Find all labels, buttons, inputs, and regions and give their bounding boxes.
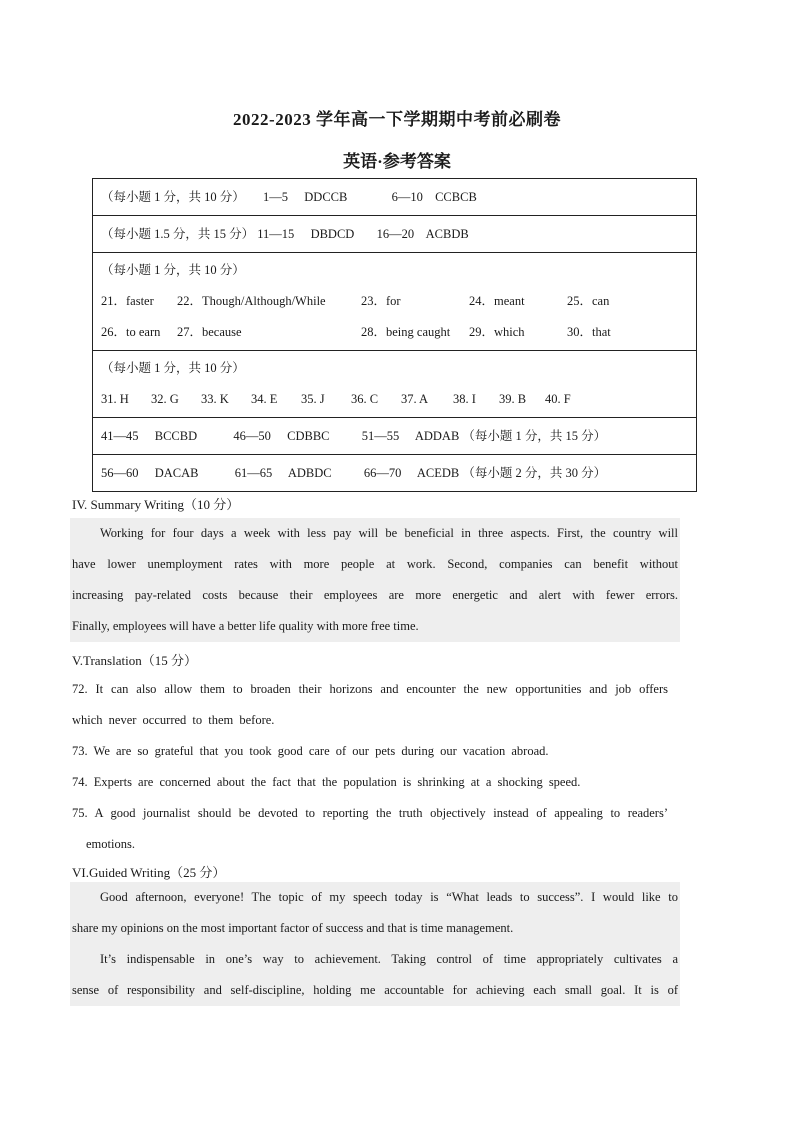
score-note: （每小题 1.5 分，共 15 分） — [101, 227, 255, 241]
fill-answer: 21．faster — [101, 294, 154, 308]
answer-cell — [93, 418, 697, 455]
fill-answer: 22．Though/Although/While — [177, 294, 326, 308]
answer-cell — [93, 216, 697, 253]
translation-answers — [72, 674, 668, 860]
question-range: 6—10 — [391, 190, 423, 204]
match-answer: 35. J — [301, 392, 325, 406]
score-note: （每小题 1 分，共 10 分） — [101, 190, 245, 204]
answer-key: DBDCD — [310, 227, 355, 241]
answer-row — [93, 418, 697, 455]
question-range: 11—15 — [257, 227, 295, 241]
question-range: 1—5 — [263, 190, 289, 204]
guided-line: sense of responsibility and self-discipline, holding me accountable for achieving each small goal. It is of — [72, 983, 678, 997]
summary-answer — [70, 518, 680, 642]
answer-key: DACAB — [154, 466, 199, 480]
match-answer: 38. I — [453, 392, 476, 406]
summary-line: have lower unemployment rates with more people at work. Second, companies can benefit without — [72, 557, 678, 571]
translation-item: 72. It can also allow them to broaden their horizons and encounter the new opportunities and job offers which never occurred to them before. — [72, 682, 668, 727]
fill-answer: 26．to earn — [101, 325, 161, 339]
match-answer: 36. C — [351, 392, 379, 406]
fill-answer: 25．can — [567, 294, 610, 308]
answer-key: CDBBC — [287, 429, 330, 443]
answer-table — [92, 178, 697, 492]
fill-answer: 28．being caught — [361, 325, 451, 339]
match-answer: 31. H — [101, 392, 129, 406]
question-range: 51—55 — [361, 429, 400, 443]
answer-cell — [93, 351, 697, 418]
answer-key: DDCCB — [304, 190, 348, 204]
answer-cell — [93, 253, 697, 351]
match-answer: 34. E — [251, 392, 278, 406]
answer-line — [101, 286, 688, 317]
fill-answer: 27．because — [177, 325, 242, 339]
answer-row — [93, 351, 697, 418]
guided-line: share my opinions on the most important factor of success and that is time management. — [72, 921, 514, 935]
answer-row — [93, 253, 697, 351]
answer-cell — [93, 179, 697, 216]
guided-answer — [70, 882, 680, 1006]
question-range: 66—70 — [363, 466, 402, 480]
answer-row — [93, 216, 697, 253]
question-range: 56—60 — [101, 466, 139, 480]
question-range: 16—20 — [376, 227, 415, 241]
guided-heading: VI.Guided Writing（25 分） — [72, 865, 226, 880]
translation-item: 74. Experts are concerned about the fact that the population is shrinking at a shocking speed. — [72, 775, 581, 789]
summary-heading: IV. Summary Writing（10 分） — [72, 497, 240, 512]
score-note: （每小题 2 分，共 30 分） — [462, 466, 607, 480]
summary-line: Working for four days a week with less pay will be beneficial in three aspects. First, the country will — [100, 526, 678, 540]
answer-key: ADBDC — [287, 466, 332, 480]
fill-answer: 30．that — [567, 325, 611, 339]
answer-row — [93, 455, 697, 492]
score-note: （每小题 1 分，共 10 分） — [101, 361, 245, 375]
match-answer: 39. B — [499, 392, 527, 406]
translation-item: 75. A good journalist should be devoted to reporting the truth objectively instead of appealing to readers’ emotions. — [72, 806, 668, 851]
score-note: （每小题 1 分，共 10 分） — [101, 263, 245, 277]
guided-line: It’s indispensable in one’s way to achievement. Taking control of time appropriately cultivates a — [100, 952, 678, 966]
answer-key: ACEDB — [416, 466, 460, 480]
page-subtitle: 英语·参考答案 — [343, 152, 451, 171]
match-answer: 32. G — [151, 392, 179, 406]
answer-key: BCCBD — [154, 429, 198, 443]
question-range: 61—65 — [234, 466, 273, 480]
translation-heading: V.Translation（15 分） — [72, 653, 197, 668]
question-range: 46—50 — [233, 429, 271, 443]
match-answer: 37. A — [401, 392, 429, 406]
fill-answer: 23．for — [361, 294, 401, 308]
answer-row — [93, 179, 697, 216]
answer-line — [101, 317, 688, 348]
fill-answer: 29．which — [469, 325, 525, 339]
answer-cell — [93, 455, 697, 492]
answer-key: CCBCB — [435, 190, 477, 204]
question-range: 41—45 — [101, 429, 139, 443]
guided-line: Good afternoon, everyone! The topic of my speech today is “What leads to success”. I would like to — [100, 890, 678, 904]
translation-item: 73. We are so grateful that you took good care of our pets during our vacation abroad. — [72, 744, 549, 758]
match-answer: 33. K — [201, 392, 229, 406]
page-title: 2022-2023 学年高一下学期期中考前必刷卷 — [233, 110, 561, 129]
answer-line — [101, 384, 688, 415]
answer-key: ADDAB — [414, 429, 460, 443]
match-answer: 40. F — [545, 392, 571, 406]
fill-answer: 24．meant — [469, 294, 525, 308]
summary-line: Finally, employees will have a better life quality with more free time. — [72, 619, 419, 633]
score-note: （每小题 1 分，共 15 分） — [462, 429, 607, 443]
summary-line: increasing pay-related costs because their employees are more energetic and alert with fewer errors. — [72, 588, 678, 602]
answer-key: ACBDB — [425, 227, 469, 241]
